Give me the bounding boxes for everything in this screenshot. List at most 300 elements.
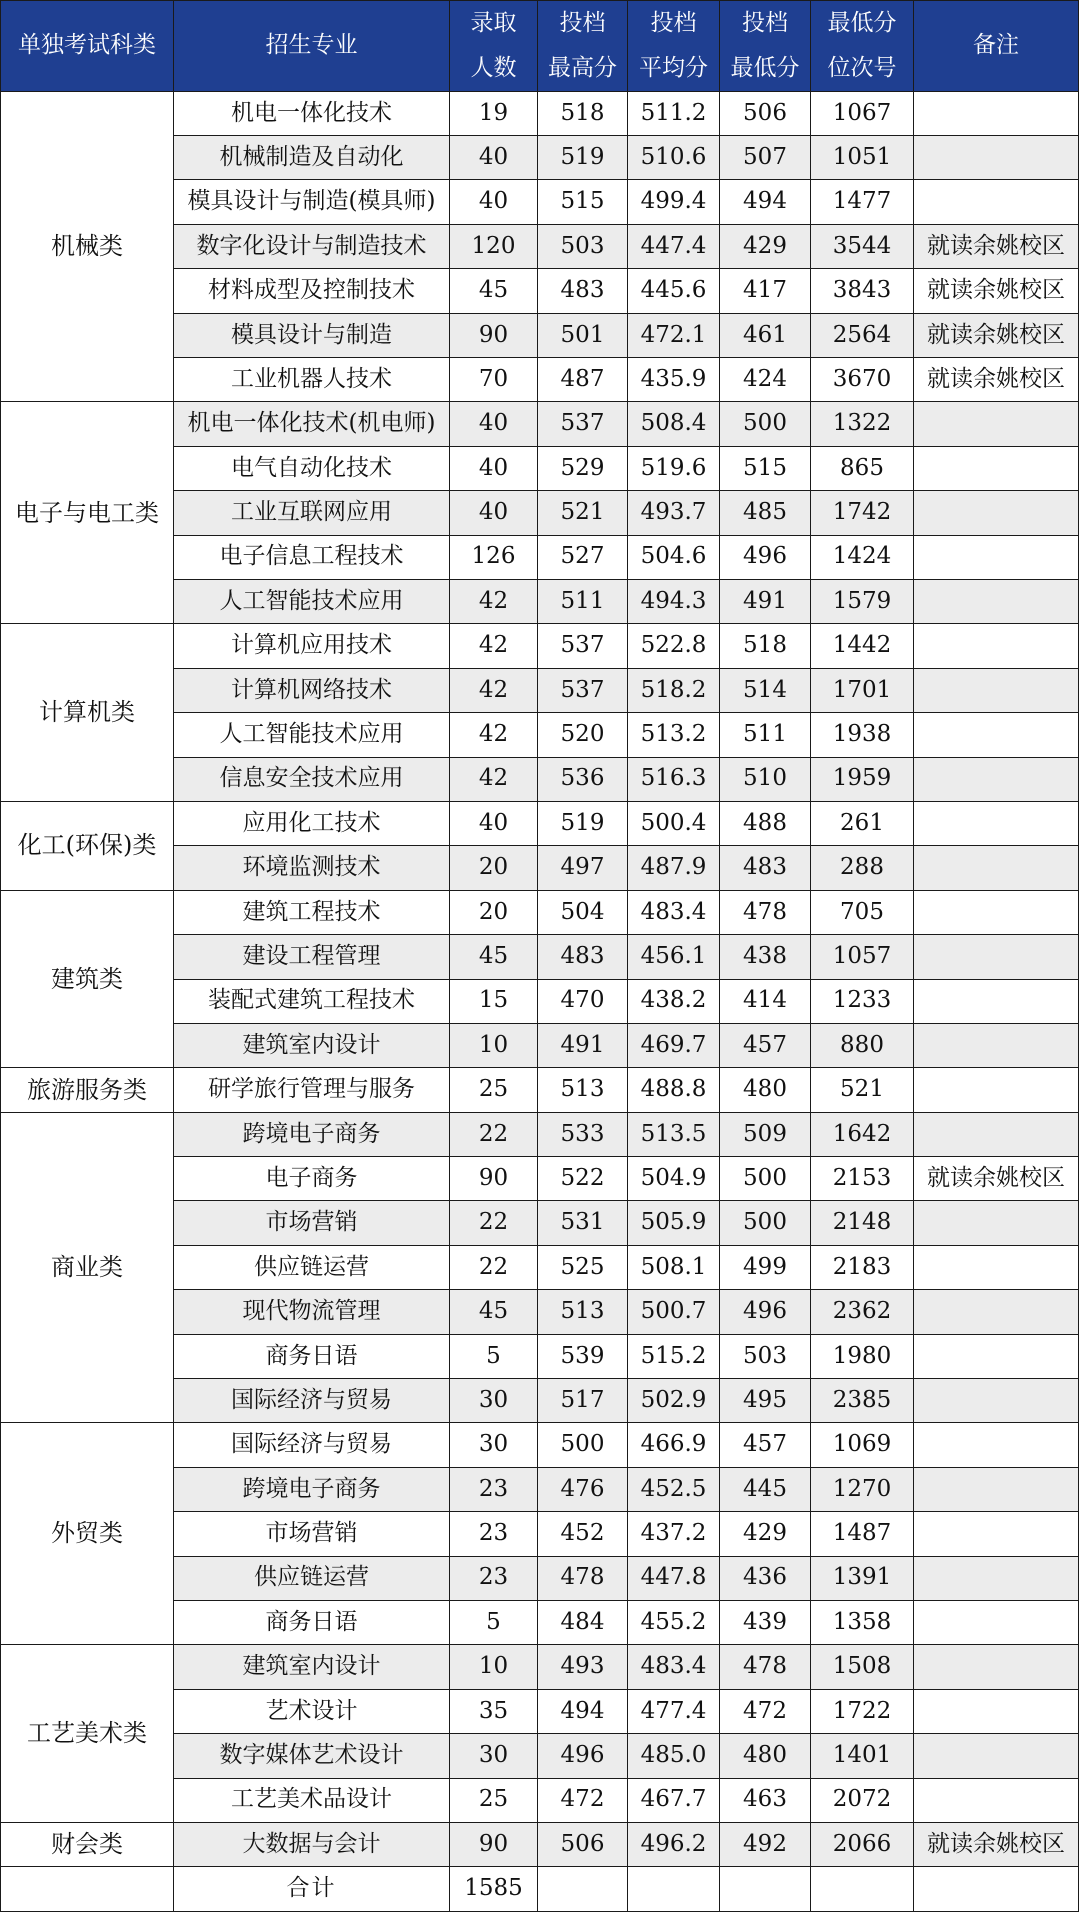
major-cell: 装配式建筑工程技术 bbox=[174, 979, 450, 1023]
min-cell: 506 bbox=[720, 91, 811, 135]
rank-cell: 2385 bbox=[811, 1379, 914, 1423]
min-cell: 496 bbox=[720, 535, 811, 579]
max-cell: 506 bbox=[538, 1822, 628, 1866]
header-rank: 最低分 位次号 bbox=[811, 1, 914, 92]
enrolled-cell: 40 bbox=[450, 180, 538, 224]
enrolled-cell: 30 bbox=[450, 1379, 538, 1423]
max-cell: 518 bbox=[538, 91, 628, 135]
rank-cell: 1938 bbox=[811, 713, 914, 757]
max-cell: 537 bbox=[538, 668, 628, 712]
max-cell: 533 bbox=[538, 1112, 628, 1156]
category-cell: 建筑类 bbox=[1, 890, 174, 1068]
enrolled-cell: 70 bbox=[450, 358, 538, 402]
table-row bbox=[1, 1645, 1079, 1689]
enrolled-cell: 35 bbox=[450, 1689, 538, 1733]
major-cell: 材料成型及控制技术 bbox=[174, 269, 450, 313]
category-cell: 财会类 bbox=[1, 1822, 174, 1866]
avg-cell: 522.8 bbox=[628, 624, 720, 668]
avg-cell: 485.0 bbox=[628, 1734, 720, 1778]
enrolled-cell: 20 bbox=[450, 846, 538, 890]
avg-cell: 466.9 bbox=[628, 1423, 720, 1467]
header-max: 投档 最高分 bbox=[538, 1, 628, 92]
major-cell: 信息安全技术应用 bbox=[174, 757, 450, 801]
major-cell: 商务日语 bbox=[174, 1334, 450, 1378]
enrolled-cell: 90 bbox=[450, 1822, 538, 1866]
note-cell bbox=[914, 1512, 1079, 1556]
enrolled-cell: 5 bbox=[450, 1334, 538, 1378]
table-row bbox=[1, 624, 1079, 668]
note-cell bbox=[914, 1734, 1079, 1778]
max-cell: 476 bbox=[538, 1467, 628, 1511]
note-cell bbox=[914, 1068, 1079, 1112]
note-cell bbox=[914, 136, 1079, 180]
enrolled-cell: 10 bbox=[450, 1023, 538, 1067]
enrolled-cell: 23 bbox=[450, 1467, 538, 1511]
rank-cell: 2564 bbox=[811, 313, 914, 357]
category-cell: 机械类 bbox=[1, 91, 174, 402]
enrolled-cell: 5 bbox=[450, 1600, 538, 1644]
enrolled-cell: 45 bbox=[450, 269, 538, 313]
avg-cell: 508.1 bbox=[628, 1245, 720, 1289]
enrolled-cell: 42 bbox=[450, 579, 538, 623]
table-row bbox=[1, 1068, 1079, 1112]
max-cell: 522 bbox=[538, 1157, 628, 1201]
avg-cell: 487.9 bbox=[628, 846, 720, 890]
enrolled-cell: 25 bbox=[450, 1068, 538, 1112]
note-cell bbox=[914, 1423, 1079, 1467]
major-cell: 市场营销 bbox=[174, 1201, 450, 1245]
avg-cell: 513.5 bbox=[628, 1112, 720, 1156]
max-cell: 515 bbox=[538, 180, 628, 224]
avg-cell: 502.9 bbox=[628, 1379, 720, 1423]
enrolled-cell: 30 bbox=[450, 1734, 538, 1778]
note-cell bbox=[914, 579, 1079, 623]
min-cell: 492 bbox=[720, 1822, 811, 1866]
enrolled-cell: 120 bbox=[450, 224, 538, 268]
rank-cell: 3670 bbox=[811, 358, 914, 402]
major-cell: 跨境电子商务 bbox=[174, 1467, 450, 1511]
note-cell bbox=[914, 1290, 1079, 1334]
enrolled-cell: 42 bbox=[450, 624, 538, 668]
note-cell bbox=[914, 713, 1079, 757]
max-cell: 539 bbox=[538, 1334, 628, 1378]
note-cell bbox=[914, 180, 1079, 224]
rank-cell: 1579 bbox=[811, 579, 914, 623]
major-cell: 跨境电子商务 bbox=[174, 1112, 450, 1156]
note-cell bbox=[914, 91, 1079, 135]
major-cell: 建筑室内设计 bbox=[174, 1023, 450, 1067]
total-enrolled: 1585 bbox=[450, 1867, 538, 1911]
total-empty-cell bbox=[914, 1867, 1079, 1911]
enrolled-cell: 45 bbox=[450, 1290, 538, 1334]
major-cell: 工业机器人技术 bbox=[174, 358, 450, 402]
note-cell: 就读余姚校区 bbox=[914, 269, 1079, 313]
avg-cell: 435.9 bbox=[628, 358, 720, 402]
rank-cell: 1477 bbox=[811, 180, 914, 224]
note-cell bbox=[914, 935, 1079, 979]
max-cell: 493 bbox=[538, 1645, 628, 1689]
header-avg: 投档 平均分 bbox=[628, 1, 720, 92]
note-cell bbox=[914, 402, 1079, 446]
max-cell: 521 bbox=[538, 491, 628, 535]
min-cell: 503 bbox=[720, 1334, 811, 1378]
rank-cell: 3544 bbox=[811, 224, 914, 268]
major-cell: 工艺美术品设计 bbox=[174, 1778, 450, 1822]
max-cell: 536 bbox=[538, 757, 628, 801]
avg-cell: 500.7 bbox=[628, 1290, 720, 1334]
avg-cell: 447.4 bbox=[628, 224, 720, 268]
avg-cell: 488.8 bbox=[628, 1068, 720, 1112]
rank-cell: 1270 bbox=[811, 1467, 914, 1511]
max-cell: 470 bbox=[538, 979, 628, 1023]
rank-cell: 2362 bbox=[811, 1290, 914, 1334]
max-cell: 519 bbox=[538, 136, 628, 180]
enrolled-cell: 30 bbox=[450, 1423, 538, 1467]
max-cell: 525 bbox=[538, 1245, 628, 1289]
major-cell: 数字化设计与制造技术 bbox=[174, 224, 450, 268]
note-cell bbox=[914, 1645, 1079, 1689]
rank-cell: 1322 bbox=[811, 402, 914, 446]
major-cell: 模具设计与制造 bbox=[174, 313, 450, 357]
major-cell: 商务日语 bbox=[174, 1600, 450, 1644]
header-enrolled: 录取 人数 bbox=[450, 1, 538, 92]
avg-cell: 483.4 bbox=[628, 890, 720, 934]
min-cell: 478 bbox=[720, 890, 811, 934]
major-cell: 人工智能技术应用 bbox=[174, 713, 450, 757]
note-cell bbox=[914, 1245, 1079, 1289]
note-cell bbox=[914, 1334, 1079, 1378]
note-cell bbox=[914, 1201, 1079, 1245]
avg-cell: 447.8 bbox=[628, 1556, 720, 1600]
rank-cell: 1959 bbox=[811, 757, 914, 801]
major-cell: 供应链运营 bbox=[174, 1556, 450, 1600]
category-cell: 旅游服务类 bbox=[1, 1068, 174, 1112]
major-cell: 供应链运营 bbox=[174, 1245, 450, 1289]
category-cell: 计算机类 bbox=[1, 624, 174, 802]
avg-cell: 504.9 bbox=[628, 1157, 720, 1201]
major-cell: 研学旅行管理与服务 bbox=[174, 1068, 450, 1112]
note-cell: 就读余姚校区 bbox=[914, 313, 1079, 357]
header-row bbox=[1, 1, 1079, 92]
major-cell: 建筑室内设计 bbox=[174, 1645, 450, 1689]
major-cell: 计算机应用技术 bbox=[174, 624, 450, 668]
enrolled-cell: 10 bbox=[450, 1645, 538, 1689]
min-cell: 436 bbox=[720, 1556, 811, 1600]
min-cell: 457 bbox=[720, 1023, 811, 1067]
rank-cell: 1701 bbox=[811, 668, 914, 712]
avg-cell: 445.6 bbox=[628, 269, 720, 313]
major-cell: 国际经济与贸易 bbox=[174, 1379, 450, 1423]
major-cell: 机电一体化技术(机电师) bbox=[174, 402, 450, 446]
enrolled-cell: 23 bbox=[450, 1556, 538, 1600]
min-cell: 494 bbox=[720, 180, 811, 224]
rank-cell: 1051 bbox=[811, 136, 914, 180]
enrolled-cell: 90 bbox=[450, 1157, 538, 1201]
rank-cell: 1391 bbox=[811, 1556, 914, 1600]
avg-cell: 467.7 bbox=[628, 1778, 720, 1822]
max-cell: 478 bbox=[538, 1556, 628, 1600]
header-min: 投档 最低分 bbox=[720, 1, 811, 92]
avg-cell: 511.2 bbox=[628, 91, 720, 135]
note-cell bbox=[914, 1600, 1079, 1644]
category-cell: 外贸类 bbox=[1, 1423, 174, 1645]
max-cell: 503 bbox=[538, 224, 628, 268]
note-cell bbox=[914, 624, 1079, 668]
min-cell: 514 bbox=[720, 668, 811, 712]
avg-cell: 500.4 bbox=[628, 801, 720, 845]
max-cell: 483 bbox=[538, 269, 628, 313]
rank-cell: 3843 bbox=[811, 269, 914, 313]
avg-cell: 515.2 bbox=[628, 1334, 720, 1378]
enrolled-cell: 42 bbox=[450, 757, 538, 801]
major-cell: 机电一体化技术 bbox=[174, 91, 450, 135]
category-cell: 化工(环保)类 bbox=[1, 801, 174, 890]
major-cell: 电子信息工程技术 bbox=[174, 535, 450, 579]
major-cell: 环境监测技术 bbox=[174, 846, 450, 890]
rank-cell: 1069 bbox=[811, 1423, 914, 1467]
max-cell: 472 bbox=[538, 1778, 628, 1822]
major-cell: 大数据与会计 bbox=[174, 1822, 450, 1866]
table-row bbox=[1, 890, 1079, 934]
major-cell: 计算机网络技术 bbox=[174, 668, 450, 712]
enrolled-cell: 19 bbox=[450, 91, 538, 135]
total-empty-cell bbox=[538, 1867, 628, 1911]
enrolled-cell: 20 bbox=[450, 890, 538, 934]
total-empty-cell bbox=[628, 1867, 720, 1911]
min-cell: 499 bbox=[720, 1245, 811, 1289]
max-cell: 517 bbox=[538, 1379, 628, 1423]
rank-cell: 2153 bbox=[811, 1157, 914, 1201]
header-note: 备注 bbox=[914, 1, 1079, 92]
rank-cell: 288 bbox=[811, 846, 914, 890]
major-cell: 建设工程管理 bbox=[174, 935, 450, 979]
rank-cell: 521 bbox=[811, 1068, 914, 1112]
note-cell: 就读余姚校区 bbox=[914, 1822, 1079, 1866]
rank-cell: 1642 bbox=[811, 1112, 914, 1156]
category-cell: 电子与电工类 bbox=[1, 402, 174, 624]
header-category: 单独考试科类 bbox=[1, 1, 174, 92]
max-cell: 537 bbox=[538, 624, 628, 668]
total-empty-cell bbox=[811, 1867, 914, 1911]
rank-cell: 1358 bbox=[811, 1600, 914, 1644]
total-empty-cell bbox=[720, 1867, 811, 1911]
avg-cell: 456.1 bbox=[628, 935, 720, 979]
note-cell bbox=[914, 668, 1079, 712]
major-cell: 数字媒体艺术设计 bbox=[174, 1734, 450, 1778]
max-cell: 497 bbox=[538, 846, 628, 890]
table-row bbox=[1, 402, 1079, 446]
min-cell: 439 bbox=[720, 1600, 811, 1644]
table-header bbox=[1, 1, 1079, 92]
note-cell bbox=[914, 846, 1079, 890]
major-cell: 应用化工技术 bbox=[174, 801, 450, 845]
table-row bbox=[1, 1822, 1079, 1866]
min-cell: 445 bbox=[720, 1467, 811, 1511]
rank-cell: 1233 bbox=[811, 979, 914, 1023]
enrolled-cell: 25 bbox=[450, 1778, 538, 1822]
min-cell: 495 bbox=[720, 1379, 811, 1423]
avg-cell: 493.7 bbox=[628, 491, 720, 535]
major-cell: 现代物流管理 bbox=[174, 1290, 450, 1334]
avg-cell: 496.2 bbox=[628, 1822, 720, 1866]
avg-cell: 455.2 bbox=[628, 1600, 720, 1644]
enrolled-cell: 90 bbox=[450, 313, 538, 357]
max-cell: 500 bbox=[538, 1423, 628, 1467]
min-cell: 511 bbox=[720, 713, 811, 757]
avg-cell: 504.6 bbox=[628, 535, 720, 579]
min-cell: 478 bbox=[720, 1645, 811, 1689]
min-cell: 507 bbox=[720, 136, 811, 180]
category-cell: 商业类 bbox=[1, 1112, 174, 1423]
min-cell: 500 bbox=[720, 402, 811, 446]
rank-cell: 1424 bbox=[811, 535, 914, 579]
rank-cell: 705 bbox=[811, 890, 914, 934]
enrolled-cell: 40 bbox=[450, 402, 538, 446]
enrolled-cell: 15 bbox=[450, 979, 538, 1023]
max-cell: 504 bbox=[538, 890, 628, 934]
note-cell bbox=[914, 757, 1079, 801]
avg-cell: 469.7 bbox=[628, 1023, 720, 1067]
rank-cell: 1401 bbox=[811, 1734, 914, 1778]
max-cell: 513 bbox=[538, 1068, 628, 1112]
note-cell bbox=[914, 491, 1079, 535]
enrolled-cell: 42 bbox=[450, 713, 538, 757]
max-cell: 527 bbox=[538, 535, 628, 579]
note-cell bbox=[914, 1556, 1079, 1600]
min-cell: 488 bbox=[720, 801, 811, 845]
major-cell: 电气自动化技术 bbox=[174, 446, 450, 490]
note-cell bbox=[914, 1689, 1079, 1733]
major-cell: 市场营销 bbox=[174, 1512, 450, 1556]
rank-cell: 2148 bbox=[811, 1201, 914, 1245]
max-cell: 491 bbox=[538, 1023, 628, 1067]
min-cell: 496 bbox=[720, 1290, 811, 1334]
max-cell: 520 bbox=[538, 713, 628, 757]
major-cell: 电子商务 bbox=[174, 1157, 450, 1201]
major-cell: 工业互联网应用 bbox=[174, 491, 450, 535]
min-cell: 429 bbox=[720, 224, 811, 268]
rank-cell: 2066 bbox=[811, 1822, 914, 1866]
table-body bbox=[1, 91, 1079, 1911]
note-cell bbox=[914, 801, 1079, 845]
avg-cell: 516.3 bbox=[628, 757, 720, 801]
total-row bbox=[1, 1867, 1079, 1911]
avg-cell: 477.4 bbox=[628, 1689, 720, 1733]
min-cell: 457 bbox=[720, 1423, 811, 1467]
avg-cell: 472.1 bbox=[628, 313, 720, 357]
min-cell: 510 bbox=[720, 757, 811, 801]
max-cell: 501 bbox=[538, 313, 628, 357]
max-cell: 487 bbox=[538, 358, 628, 402]
rank-cell: 1722 bbox=[811, 1689, 914, 1733]
enrolled-cell: 126 bbox=[450, 535, 538, 579]
min-cell: 500 bbox=[720, 1157, 811, 1201]
min-cell: 518 bbox=[720, 624, 811, 668]
avg-cell: 494.3 bbox=[628, 579, 720, 623]
avg-cell: 499.4 bbox=[628, 180, 720, 224]
min-cell: 417 bbox=[720, 269, 811, 313]
total-blank-cell bbox=[1, 1867, 174, 1911]
max-cell: 519 bbox=[538, 801, 628, 845]
enrolled-cell: 42 bbox=[450, 668, 538, 712]
rank-cell: 1067 bbox=[811, 91, 914, 135]
note-cell bbox=[914, 979, 1079, 1023]
avg-cell: 437.2 bbox=[628, 1512, 720, 1556]
min-cell: 463 bbox=[720, 1778, 811, 1822]
enrolled-cell: 40 bbox=[450, 491, 538, 535]
max-cell: 531 bbox=[538, 1201, 628, 1245]
note-cell bbox=[914, 446, 1079, 490]
rank-cell: 1057 bbox=[811, 935, 914, 979]
min-cell: 509 bbox=[720, 1112, 811, 1156]
note-cell: 就读余姚校区 bbox=[914, 224, 1079, 268]
max-cell: 452 bbox=[538, 1512, 628, 1556]
table-row bbox=[1, 1423, 1079, 1467]
rank-cell: 865 bbox=[811, 446, 914, 490]
note-cell bbox=[914, 1467, 1079, 1511]
enrolled-cell: 45 bbox=[450, 935, 538, 979]
avg-cell: 505.9 bbox=[628, 1201, 720, 1245]
max-cell: 529 bbox=[538, 446, 628, 490]
rank-cell: 261 bbox=[811, 801, 914, 845]
enrolled-cell: 23 bbox=[450, 1512, 538, 1556]
category-cell: 工艺美术类 bbox=[1, 1645, 174, 1823]
min-cell: 438 bbox=[720, 935, 811, 979]
enrolled-cell: 40 bbox=[450, 446, 538, 490]
major-cell: 机械制造及自动化 bbox=[174, 136, 450, 180]
note-cell bbox=[914, 1023, 1079, 1067]
table-row bbox=[1, 801, 1079, 845]
avg-cell: 510.6 bbox=[628, 136, 720, 180]
avg-cell: 483.4 bbox=[628, 1645, 720, 1689]
major-cell: 国际经济与贸易 bbox=[174, 1423, 450, 1467]
rank-cell: 880 bbox=[811, 1023, 914, 1067]
min-cell: 461 bbox=[720, 313, 811, 357]
avg-cell: 438.2 bbox=[628, 979, 720, 1023]
min-cell: 491 bbox=[720, 579, 811, 623]
rank-cell: 1508 bbox=[811, 1645, 914, 1689]
min-cell: 472 bbox=[720, 1689, 811, 1733]
enrolled-cell: 22 bbox=[450, 1245, 538, 1289]
note-cell bbox=[914, 1379, 1079, 1423]
enrolled-cell: 40 bbox=[450, 801, 538, 845]
avg-cell: 513.2 bbox=[628, 713, 720, 757]
max-cell: 511 bbox=[538, 579, 628, 623]
min-cell: 515 bbox=[720, 446, 811, 490]
rank-cell: 1487 bbox=[811, 1512, 914, 1556]
max-cell: 537 bbox=[538, 402, 628, 446]
enrolled-cell: 22 bbox=[450, 1112, 538, 1156]
table-row bbox=[1, 91, 1079, 135]
rank-cell: 1442 bbox=[811, 624, 914, 668]
avg-cell: 519.6 bbox=[628, 446, 720, 490]
max-cell: 496 bbox=[538, 1734, 628, 1778]
note-cell: 就读余姚校区 bbox=[914, 358, 1079, 402]
avg-cell: 508.4 bbox=[628, 402, 720, 446]
enrolled-cell: 40 bbox=[450, 136, 538, 180]
rank-cell: 2072 bbox=[811, 1778, 914, 1822]
min-cell: 480 bbox=[720, 1734, 811, 1778]
note-cell bbox=[914, 890, 1079, 934]
major-cell: 建筑工程技术 bbox=[174, 890, 450, 934]
header-major: 招生专业 bbox=[174, 1, 450, 92]
rank-cell: 2183 bbox=[811, 1245, 914, 1289]
min-cell: 414 bbox=[720, 979, 811, 1023]
max-cell: 484 bbox=[538, 1600, 628, 1644]
major-cell: 模具设计与制造(模具师) bbox=[174, 180, 450, 224]
major-cell: 人工智能技术应用 bbox=[174, 579, 450, 623]
total-label: 合计 bbox=[174, 1867, 450, 1911]
